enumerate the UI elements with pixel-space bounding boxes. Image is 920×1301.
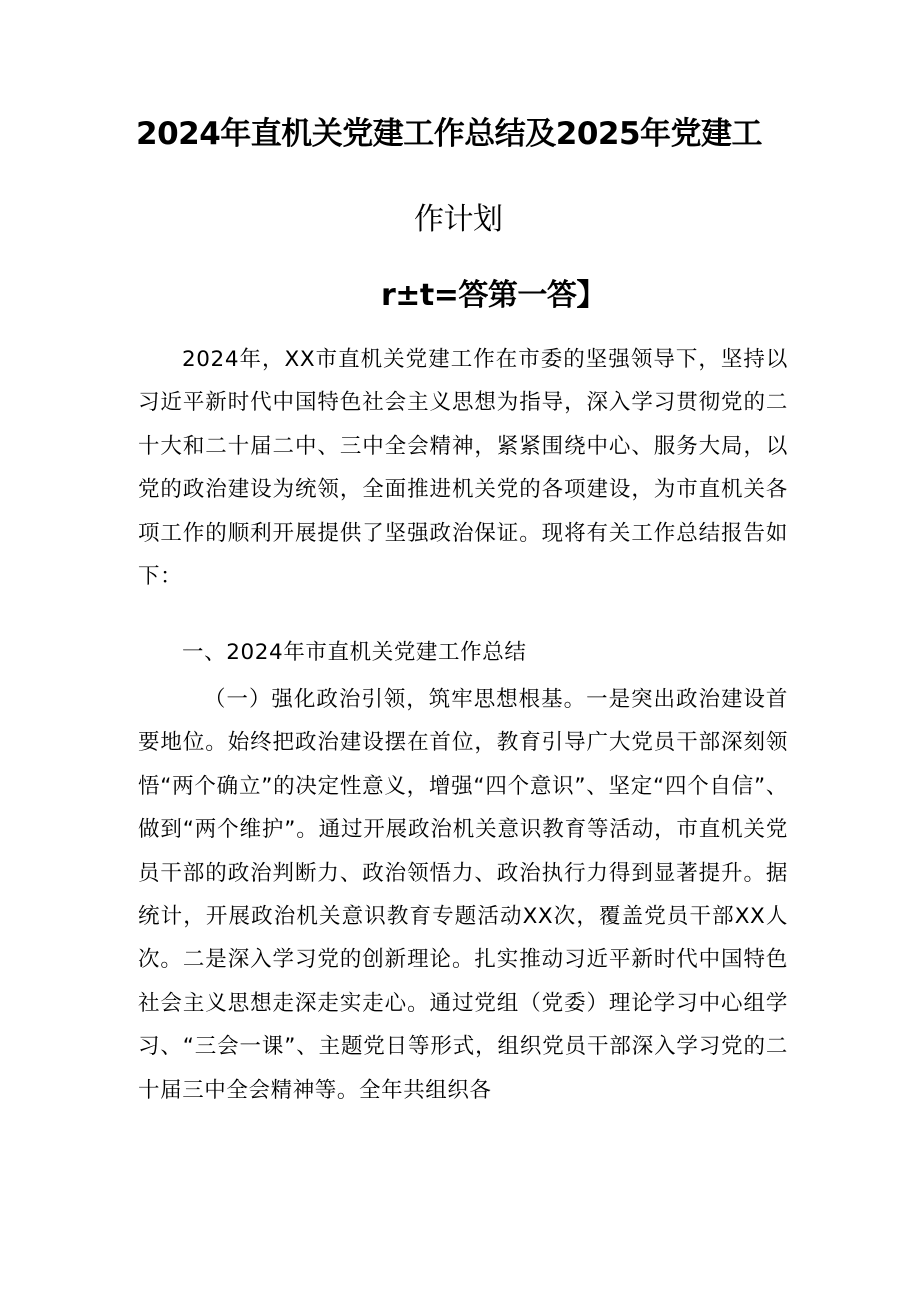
section-heading: 一、2024年市直机关党建工作总结 [182,640,527,665]
document-title-line-1: 2024年直机关党建工作总结及2025年党建工 [136,116,763,152]
paragraph-section-1: （一）强化政治引领，筑牢思想根基。一是突出政治建设首要地位。始终把政治建设摆在首位，教育引导广大党员干部深刻领悟“两个确立”的决定性意义，增强“四个意识”、坚定“四个自信”、做到“两个维护”。通过开展政治机关意识教育等活动，市直机关党员干部的政治判断力、政治领悟力、政治执行力得到显著提升。据统计，开展政治机关意识教育专题活动XX次，覆盖党员干部XX人次。二是深入学习党的创新理论。扎实推动习近平新时代中国特色社会主义思想走深走实走心。通过党组（党委）理论学习中心组学习、“三会一课”、主题党日等形式，组织党员干部深入学习党的二十届三中全会精神等。全年共组织各 [138,687,788,1103]
document-title-line-2: 作计划 [414,202,503,237]
paragraph-intro: 2024年，XX市直机关党建工作在市委的坚强领导下，坚持以习近平新时代中国特色社会主义思想为指导，深入学习贯彻党的二十大和二十届二中、三中全会精神，紧紧围绕中心、服务大局，以党的政治建设为统领，全面推进机关党的各项建设，为市直机关各项工作的顺利开展提供了坚强政治保证。现将有关工作总结报告如下： [138,347,788,590]
document-subtitle: r±t=答第一答】 [381,278,606,313]
